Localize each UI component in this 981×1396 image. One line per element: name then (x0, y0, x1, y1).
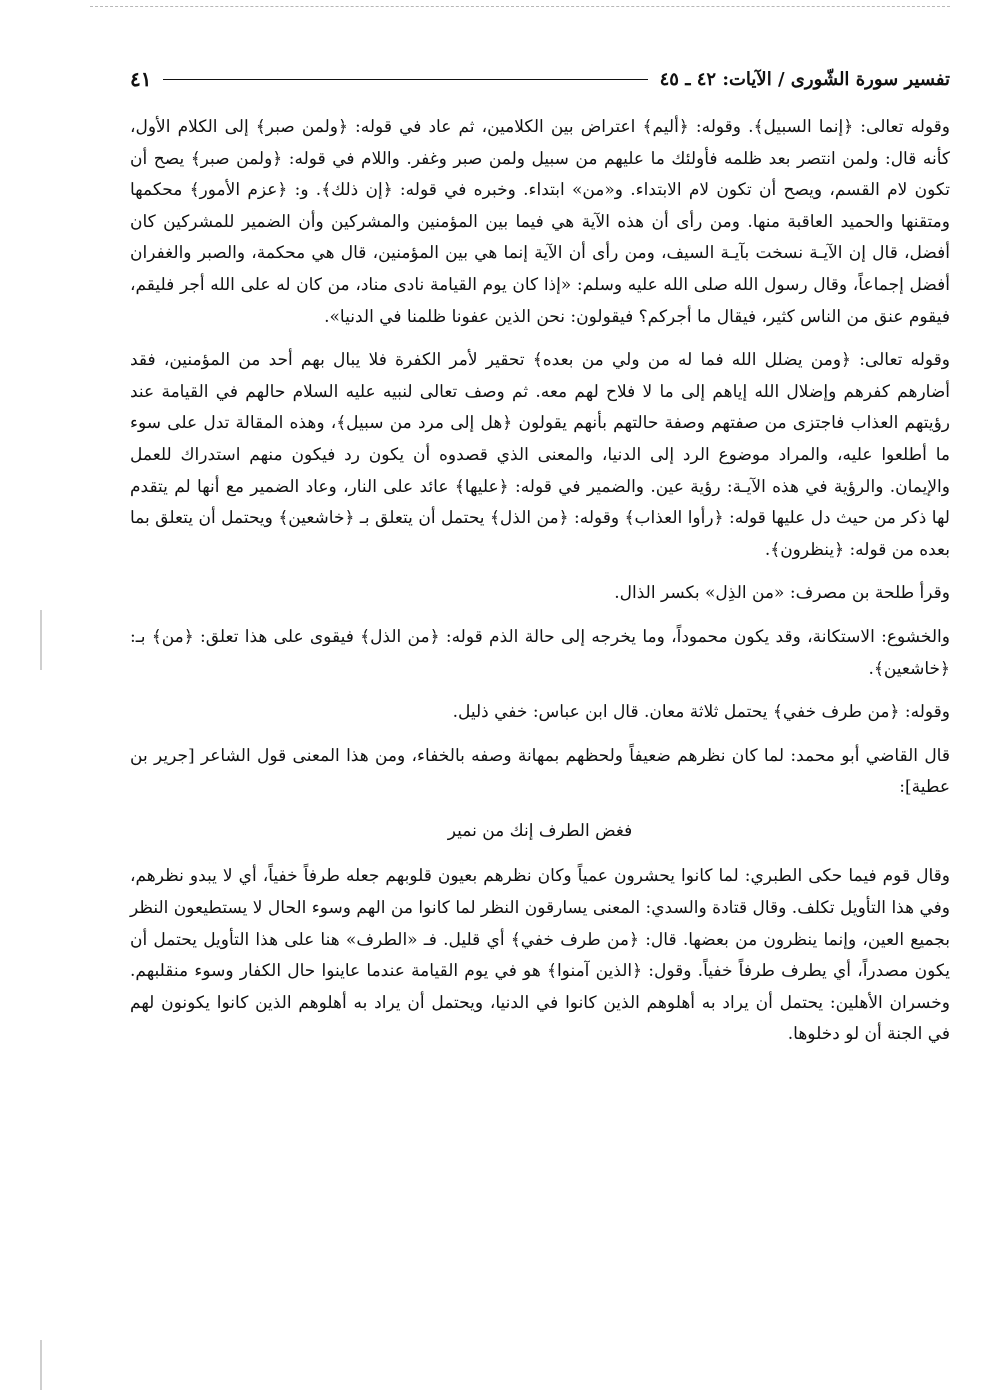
scan-margin-mark (40, 610, 42, 670)
paragraph: وقال قوم فيما حكى الطبري: لما كانوا يحشرون عمياً وكان نظرهم بعيون قلوبهم جعله طرفاً خفياً، أي لا يبدو نظرهم، وفي هذا التأويل تكلف. وقال قتادة والسدي: المعنى يسارقون النظر لما كانوا من الهم وسوء الحال لا يستطيعون النظر بجميع العين، وإنما ينظرون من بعضها. قال: ﴿من طرف خفي﴾ أي قليل. فـ «الطرف» هنا على هذا التأويل يحتمل أن يكون مصدراً، أي يطرف طرفاً خفياً. وقول: ﴿الذين آمنوا﴾ هو في يوم القيامة عندما عاينوا حال الكفار وسوء منقلبهم. وخسران الأهلين: يحتمل أن يراد به أهلوهم الذين كانوا في الدنيا، ويحتمل أن يراد به أهلوهم الذين كانوا يكونون لهم في الجنة أن لو دخلوها. (130, 866, 950, 1045)
scan-top-rule (90, 6, 950, 7)
poetry-verse: فغض الطرف إنك من نمير (447, 820, 633, 841)
paragraph: وقوله تعالى: ﴿إنما السبيل﴾. وقوله: ﴿أليم﴾ اعتراض بين الكلامين، ثم عاد في قوله: ﴿ولمن صبر﴾ إلى الكلام الأول، كأنه قال: ولمن انتصر بعد ظلمه فأولئك ما عليهم من سبيل ولمن صبر وغفر. واللام في قوله: ﴿ولمن صبر﴾ يصح أن تكون لام القسم، ويصح أن تكون لام الابتداء. و«من» ابتداء. وخبره في قوله: ﴿إن ذلك﴾. و: ﴿عزم الأمور﴾ محكمها ومتقنها والحميد العاقبة منها. ومن رأى أن هذه الآية هي فيما بين المؤمنين والمشركين وأن الضمير للمشركين كان أفضل، قال إن الآيـة نسخت بآيـة السيف، ومن رأى أن الآية إنما هي بين المؤمنين، قال هي محكمة، والصبر والغفران أفضل إجماعاً، وقال رسول الله صلى الله عليه وسلم: «إذا كان يوم القيامة نادى مناد، من كان له على الله أجر فليقم، فيقوم عنق من الناس كثير، فيقال ما أجركم؟ فيقولون: نحن الذين عفونا ظلمنا في الدنيا». (130, 117, 950, 327)
paragraph: قال القاضي أبو محمد: لما كان نظرهم ضعيفاً ولحظهم بمهانة وصفه بالخفاء، ومن هذا المعنى قول الشاعر [جرير بن عطية]: (130, 745, 950, 798)
paragraph: والخشوع: الاستكانة، وقد يكون محموداً، وما يخرجه إلى حالة الذم قوله: ﴿من الذل﴾ فيقوى على هذا تعلق: ﴿من﴾ بـ: ﴿خاشعين﴾. (130, 626, 950, 679)
page-number: ٤١ (130, 67, 152, 91)
paragraph: وقرأ طلحة بن مصرف: «من الذِل» بكسر الذال. (614, 583, 950, 604)
paragraph: وقوله تعالى: ﴿ومن يضلل الله فما له من ولي من بعده﴾ تحقير لأمر الكفرة فلا يبال بهم أحد من المؤمنين، فقد أضارهم كفرهم وإضلال الله إياهم إلى ما لا فلاح لهم معه. ثم وصف تعالى لنبيه عليه السلام حالهم في القيامة عند رؤيتهم العذاب فاجتزى من صفتهم وصفة حالتهم بأنهم يقولون ﴿هل إلى مرد من سبيل﴾، وهذه المقالة تدل على سوء ما أطلعوا عليه، والمراد موضوع الرد إلى الدنيا، والمعنى الذي قصدوه أن يكون رد فيكون منهم استدراك للعمل والإيمان. والرؤية في هذه الآيـة: رؤية عين. والضمير في قوله: ﴿عليها﴾ عائد على النار، وعاد الضمير مع أنها لم يتقدم لها ذكر من حيث دل عليها قوله: ﴿رأوا العذاب﴾ وقوله: ﴿من الذل﴾ يحتمل أن يتعلق بـ ﴿خاشعين﴾ ويحتمل أن يتعلق بما بعده من قوله: ﴿ينظرون﴾. (130, 350, 950, 560)
scan-margin-mark (40, 1340, 42, 1390)
paragraph: وقوله: ﴿من طرف خفي﴾ يحتمل ثلاثة معان. قال ابن عباس: خفي ذليل. (452, 702, 950, 723)
page-body (130, 112, 950, 1063)
header-rule (163, 79, 647, 80)
page-header (130, 62, 950, 96)
running-title: تفسير سورة الشّورى / الآيات: ٤٢ ـ ٤٥ (659, 68, 950, 90)
